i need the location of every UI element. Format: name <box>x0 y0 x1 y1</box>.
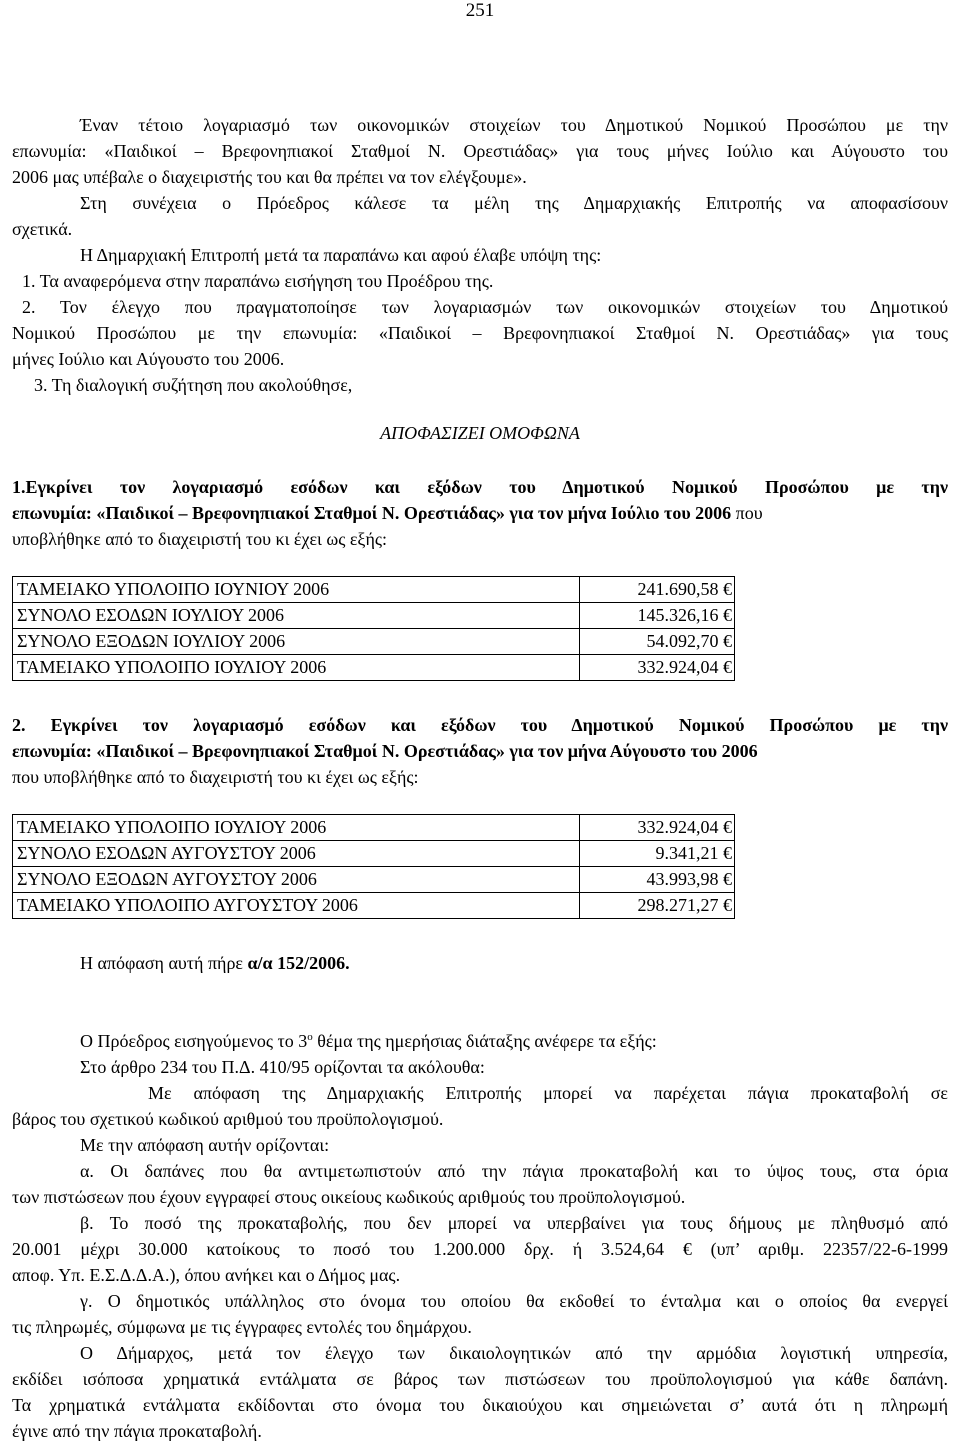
intro-line-2: επωνυμία: «Παιδικοί – Βρεφονηπιακοί Σταθμοί Ν. Ορεστιάδας» για τους μήνες Ιούλιο και Αύγουστο του <box>12 141 948 161</box>
clause-b-line-1: β. Το ποσό της προκαταβολής, που δεν μπορεί να υπερβαίνει για τους δήμους με πληθυσμό από <box>80 1213 948 1233</box>
clause-c-line-2: τις πληρωμές, σύμφωνα με τις έγγραφες εντολές του δημάρχου. <box>12 1317 472 1337</box>
row-amount: 332.924,04 € <box>580 655 735 681</box>
mayor-paragraph-line-1: Ο Δήμαρχος, μετά τον έλεγχο των δικαιολογητικών από την αρμόδια λογιστική υπηρεσία, <box>80 1343 948 1363</box>
clause-b-line-3: αποφ. Υπ. Ε.Σ.Δ.Δ.Α.), όπου ανήκει και ο Δήμος μας. <box>12 1265 401 1285</box>
decision-1-line-1: 1.Εγκρίνει τον λογαριασμό εσόδων και εξόδων του Δημοτικού Νομικού Προσώπου με την <box>12 477 948 497</box>
intro-line-3: 2006 μας υπέβαλε ο διαχειριστής του και θα πρέπει να τον ελέγξουμε». <box>12 167 527 187</box>
intro-line-6: Η Δημαρχιακή Επιτροπή μετά τα παραπάνω και αφού έλαβε υπόψη της: <box>80 245 602 265</box>
third-topic-prefix: Ο Πρόεδρος εισηγούμενος το 3 <box>80 1031 308 1051</box>
decision-2-line-3: που υποβλήθηκε από το διαχειριστή του κι έχει ως εξής: <box>12 767 419 787</box>
row-label: ΣΥΝΟΛΟ ΕΣΟΔΩΝ ΑΥΓΟΥΣΤΟΥ 2006 <box>13 841 580 867</box>
row-amount: 54.092,70 € <box>580 629 735 655</box>
clause-a-line-1: α. Οι δαπάνες που θα αντιμετωπιστούν από την πάγια προκαταβολή και το ύψος τους, στα όρια <box>80 1161 948 1181</box>
table-row <box>13 603 735 629</box>
ledger-table-august <box>12 814 735 919</box>
clause-a-line-2: των πιστώσεων που έχουν εγγραφεί στους οικείους κωδικούς αριθμούς του προϋπολογισμού. <box>12 1187 686 1207</box>
table-row <box>13 629 735 655</box>
table-row <box>13 815 735 841</box>
table-row <box>13 867 735 893</box>
third-topic-line-5: Με την απόφαση αυτήν ορίζονται: <box>80 1135 330 1155</box>
row-amount: 298.271,27 € <box>580 893 735 919</box>
ledger-table-july <box>12 576 735 681</box>
considerations-item-2-line-2: Νομικού Προσώπου με την επωνυμία: «Παιδικοί – Βρεφονηπιακοί Σταθμοί Ν. Ορεστιάδας» για τους <box>12 323 948 343</box>
mayor-paragraph-line-4: έγινε από την πάγια προκαταβολή. <box>12 1421 262 1441</box>
row-label: ΤΑΜΕΙΑΚΟ ΥΠΟΛΟΙΠΟ ΙΟΥΛΙΟΥ 2006 <box>13 815 580 841</box>
row-amount: 145.326,16 € <box>580 603 735 629</box>
table-row <box>13 655 735 681</box>
intro-line-5: σχετικά. <box>12 219 73 239</box>
row-amount: 43.993,98 € <box>580 867 735 893</box>
row-amount: 241.690,58 € <box>580 577 735 603</box>
third-topic-line-3: Με απόφαση της Δημαρχιακής Επιτροπής μπορεί να παρέχεται πάγια προκαταβολή σε <box>148 1083 948 1103</box>
row-label: ΣΥΝΟΛΟ ΕΞΟΔΩΝ ΙΟΥΛΙΟΥ 2006 <box>13 629 580 655</box>
table-row <box>13 577 735 603</box>
row-label: ΣΥΝΟΛΟ ΕΞΟΔΩΝ ΑΥΓΟΥΣΤΟΥ 2006 <box>13 867 580 893</box>
page-number: 251 <box>465 0 495 21</box>
third-topic-line-2: Στο άρθρο 234 του Π.Δ. 410/95 ορίζονται τα ακόλουθα: <box>80 1057 485 1077</box>
mayor-paragraph-line-3: Τα χρηματικά εντάλματα εκδίδονται στο όνομα του δικαιούχου και σημειώνεται σ’ αυτά ότι η πληρωμή <box>12 1395 948 1415</box>
third-topic-suffix: θέμα της ημερήσιας διάταξης ανέφερε τα εξής: <box>312 1031 657 1051</box>
decision-number <box>80 950 960 976</box>
clause-b-line-2: 20.001 μέχρι 30.000 κατοίκους το ποσό του 1.200.000 δρχ. ή 3.524,64 € (υπ’ αριθμ. 22357/22-6-1999 <box>12 1239 948 1259</box>
third-topic-ordinal: ο <box>307 1031 313 1043</box>
considerations-item-2-line-3: μήνες Ιούλιο και Αύγουστο του 2006. <box>12 349 285 369</box>
third-topic-intro <box>80 1028 960 1054</box>
considerations-item-1: 1. Τα αναφερόμενα στην παραπάνω εισήγηση του Προέδρου της. <box>22 271 494 291</box>
decision-number-prefix: Η απόφαση αυτή πήρε <box>80 953 248 973</box>
intro-line-4: Στη συνέχεια ο Πρόεδρος κάλεσε τα μέλη της Δημαρχιακής Επιτροπής να αποφασίσουν <box>80 193 948 213</box>
row-label: ΤΑΜΕΙΑΚΟ ΥΠΟΛΟΙΠΟ ΙΟΥΛΙΟΥ 2006 <box>13 655 580 681</box>
row-amount: 332.924,04 € <box>580 815 735 841</box>
mayor-paragraph-line-2: εκδίδει ισόποσα χρηματικά εντάλματα σε βάρος των πιστώσεων του προϋπολογισμού για κάθε δαπάνη. <box>12 1369 948 1389</box>
decision-1-line-2 <box>12 500 948 526</box>
considerations-item-3: 3. Τη διαλογική συζήτηση που ακολούθησε, <box>34 375 353 395</box>
decision-1-line-3: υποβλήθηκε από το διαχειριστή του κι έχει ως εξής: <box>12 529 387 549</box>
decision-2-line-2: επωνυμία: «Παιδικοί – Βρεφονηπιακοί Σταθμοί Ν. Ορεστιάδας» για τον μήνα Αύγουστο του 2006 <box>12 741 758 761</box>
decision-2-line-1: 2. Εγκρίνει τον λογαριασμό εσόδων και εξόδων του Δημοτικού Νομικού Προσώπου με την <box>12 715 948 735</box>
third-topic-line-4: βάρος του σχετικού κωδικού αριθμού του προϋπολογισμού. <box>12 1109 444 1129</box>
decision-number-value: α/α 152/2006. <box>247 953 350 973</box>
row-label: ΤΑΜΕΙΑΚΟ ΥΠΟΛΟΙΠΟ ΙΟΥΝΙΟΥ 2006 <box>13 577 580 603</box>
intro-line-1: Έναν τέτοιο λογαριασμό των οικονομικών στοιχείων του Δημοτικού Νομικού Προσώπου με την <box>80 115 948 135</box>
clause-c-line-1: γ. Ο δημοτικός υπάλληλος στο όνομα του οποίου θα εκδοθεί το ένταλμα και ο οποίος θα ενεργεί <box>80 1291 948 1311</box>
decision-1-line-2-rest: που <box>731 503 763 523</box>
row-label: ΤΑΜΕΙΑΚΟ ΥΠΟΛΟΙΠΟ ΑΥΓΟΥΣΤΟΥ 2006 <box>13 893 580 919</box>
decision-title: ΑΠΟΦΑΣΙΖΕΙ ΟΜΟΦΩΝΑ <box>380 423 580 443</box>
table-row <box>13 893 735 919</box>
table-row <box>13 841 735 867</box>
row-amount: 9.341,21 € <box>580 841 735 867</box>
considerations-item-2-line-1: 2. Τον έλεγχο που πραγματοποίησε των λογαριασμών των οικονομικών στοιχείων του Δημοτικού <box>22 297 948 317</box>
decision-1-line-2-bold: επωνυμία: «Παιδικοί – Βρεφονηπιακοί Σταθμοί Ν. Ορεστιάδας» για τον μήνα Ιούλιο του 2006 <box>12 503 732 523</box>
row-label: ΣΥΝΟΛΟ ΕΣΟΔΩΝ ΙΟΥΛΙΟΥ 2006 <box>13 603 580 629</box>
